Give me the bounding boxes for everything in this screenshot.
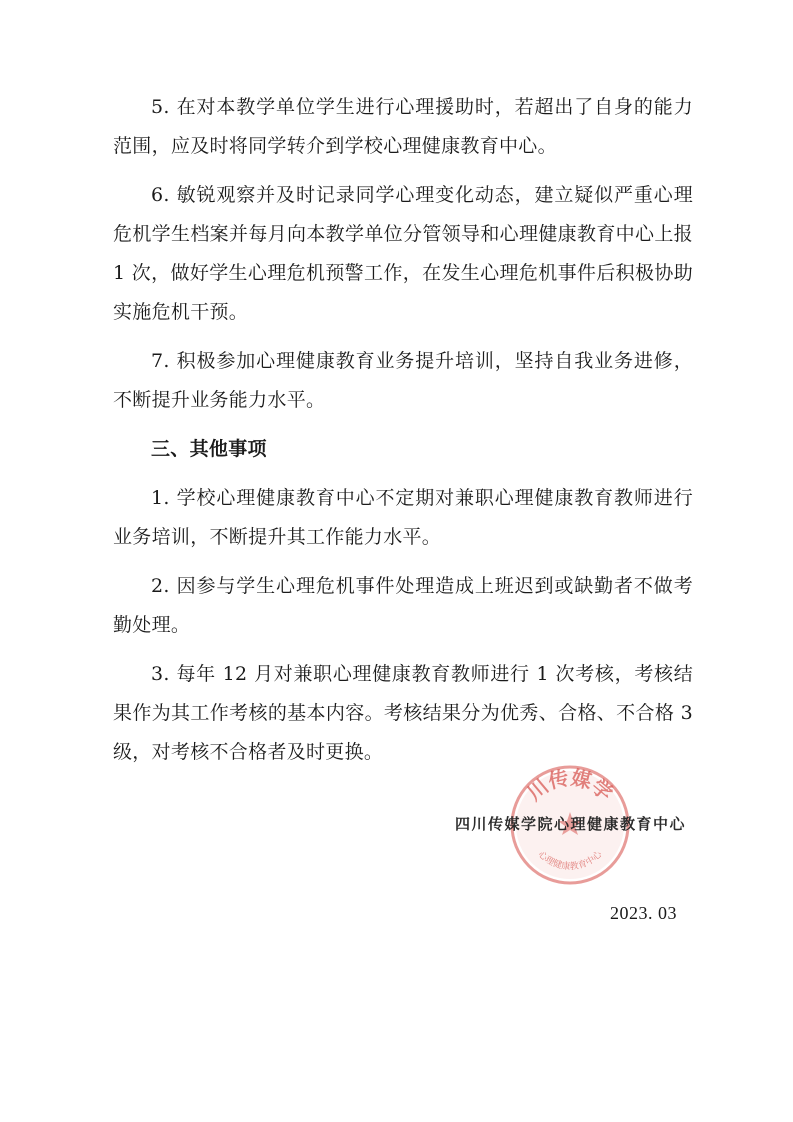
paragraph-item-6: 6. 敏锐观察并及时记录同学心理变化动态，建立疑似严重心理危机学生档案并每月向本教学单位分管领导和心理健康教育中心上报 1 次，做好学生心理危机预警工作，在发生心理危机事件后积极协助实施危机干预。 (113, 184, 693, 323)
seal-top-text: 川传媒学 (522, 765, 618, 806)
document-body (113, 88, 693, 782)
paragraph-item-5: 5. 在对本教学单位学生进行心理援助时，若超出了自身的能力范围，应及时将同学转介到学校心理健康教育中心。 (113, 96, 693, 157)
paragraph-item-7: 7. 积极参加心理健康教育业务提升培训，坚持自我业务进修，不断提升业务能力水平。 (113, 350, 693, 411)
issue-date: 2023. 03 (610, 903, 677, 923)
seal-bottom-text: 心理健康教育中心 (535, 849, 605, 873)
issuer-signature: 四川传媒学院心理健康教育中心 (455, 815, 687, 833)
other-matters-item-1: 1. 学校心理健康教育中心不定期对兼职心理健康教育教师进行业务培训，不断提升其工作能力水平。 (113, 487, 693, 548)
other-matters-item-3: 3. 每年 12 月对兼职心理健康教育教师进行 1 次考核，考核结果作为其工作考核的基本内容。考核结果分为优秀、合格、不合格 3 级，对考核不合格者及时更换。 (113, 663, 693, 763)
other-matters-item-2: 2. 因参与学生心理危机事件处理造成上班迟到或缺勤者不做考勤处理。 (113, 575, 693, 636)
section-heading-other-matters: 三、其他事项 (151, 438, 267, 460)
